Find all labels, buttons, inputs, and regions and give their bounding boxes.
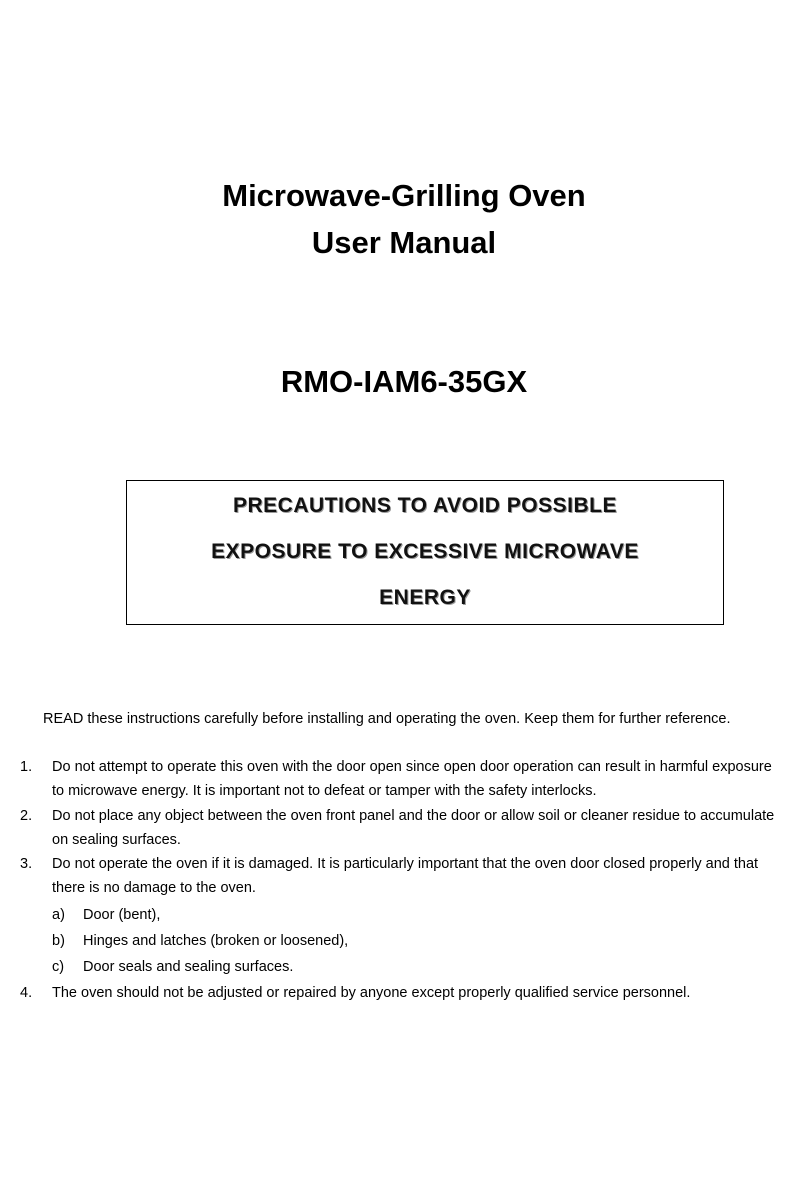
warning-line-2: EXPOSURE TO EXCESSIVE MICROWAVE [211, 540, 639, 563]
item-number: 4. [20, 985, 33, 1001]
sub-item-letter: c) [52, 959, 65, 975]
intro-paragraph: READ these instructions carefully before installing and operating the oven. Keep them for further reference. [43, 711, 731, 727]
sub-item-text: Door seals and sealing surfaces. [83, 959, 294, 975]
item-text [52, 852, 800, 900]
item-number: 2. [20, 808, 33, 824]
item-text-line: The oven should not be adjusted or repaired by anyone except properly qualified service personnel. [52, 985, 691, 1001]
document-title [0, 172, 808, 266]
sub-item-letter: a) [52, 907, 65, 923]
item-text-line: Do not operate the oven if it is damaged. It is particularly important that the oven door closed properly and that [52, 856, 759, 872]
item-text [52, 804, 800, 852]
item-text-line: there is no damage to the oven. [52, 880, 256, 896]
item-text-line: to microwave energy. It is important not to defeat or tamper with the safety interlocks. [52, 783, 597, 799]
item-text-line: Do not place any object between the oven front panel and the door or allow soil or cleaner residue to accumulate [52, 808, 775, 824]
item-text-line: on sealing surfaces. [52, 832, 181, 848]
item-text [52, 755, 800, 803]
item-text [52, 981, 800, 1005]
warning-line-1: PRECAUTIONS TO AVOID POSSIBLE [233, 494, 617, 517]
title-line-2: User Manual [311, 225, 497, 260]
warning-box [126, 480, 724, 625]
title-line-1: Microwave-Grilling Oven [222, 178, 586, 213]
item-number: 3. [20, 856, 33, 872]
sub-item-text: Hinges and latches (broken or loosened), [83, 933, 349, 949]
model-number: RMO-IAM6-35GX [280, 364, 528, 399]
item-text-line: Do not attempt to operate this oven with the door open since open door operation can result in harmful exposure [52, 759, 772, 775]
item-number: 1. [20, 759, 33, 775]
warning-line-3: ENERGY [379, 586, 471, 609]
sub-item-letter: b) [52, 933, 65, 949]
sub-item-text: Door (bent), [83, 907, 161, 923]
